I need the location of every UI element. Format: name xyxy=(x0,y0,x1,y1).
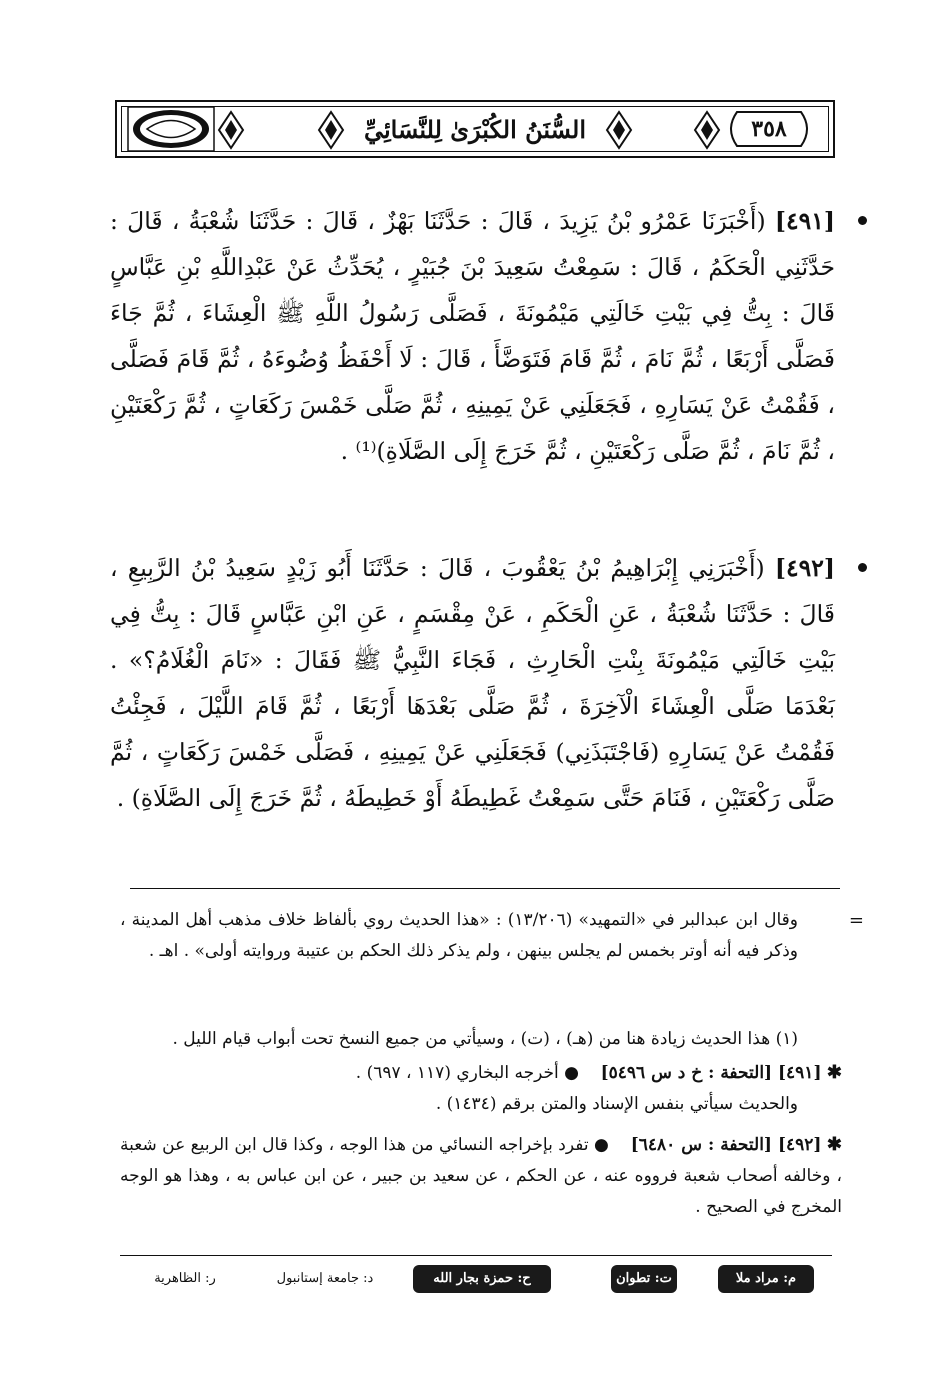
reference-tag: [٤٩٢] [التحفة : س ٦٤٨٠] xyxy=(630,1135,822,1155)
ornament-knot-icon xyxy=(693,108,721,152)
hadith-number: [٤٩١] xyxy=(774,207,835,235)
reference-text: ● تفرد بإخراجه النسائي من هذا الوجه ، وكذا قال ابن الربيع عن شعبة ، وخالفه أصحاب شعبة فرووه عنه ، عن الحكم ، عن سعيد بن جبير ، عن ابن عباس به ، وهذا هو الوجه المخرج في الصحيح . xyxy=(120,1135,842,1217)
reference-491 xyxy=(120,1057,842,1120)
footnote-divider xyxy=(130,888,840,889)
bullet-icon xyxy=(858,216,867,225)
continuation-mark: = xyxy=(848,910,864,931)
ornament-knot-icon xyxy=(317,108,345,152)
bottom-divider xyxy=(120,1255,832,1256)
hadith-491 xyxy=(110,198,845,474)
manuscript-t: ت: تطوان xyxy=(611,1265,677,1293)
footnote-1 xyxy=(120,1024,842,1055)
ornament-knot-icon xyxy=(217,108,245,152)
ornament-knot-icon xyxy=(605,108,633,152)
reference-tag: [٤٩١] [التحفة : خ د س ٥٤٩٦] xyxy=(600,1063,822,1083)
manuscript-r: ر: الظاهرية xyxy=(154,1271,216,1286)
asterisk-icon: ✱ xyxy=(826,1134,842,1155)
hadith-text: (أَخْبَرَنِي إِبْرَاهِيمُ بْنُ يَعْقُوبَ ، قَالَ : حَدَّثَنَا أَبُو زَيْدٍ سَعِيدُ بْنُ الرَّبِيعِ ، قَالَ : حَدَّثَنَا شُعْبَةُ ، عَنِ الْحَكَمِ ، عَنْ مِقْسَمٍ ، عَنِ ابْنِ عَبَّاسٍ قَالَ : بِتُّ فِي بَيْتِ خَالَتِي مَيْمُونَةَ بِنْتِ الْحَارِثِ ، فَجَاءَ النَّبِيُّ ﷺ فَقَالَ : «نَامَ الْغُلَامُ؟» . بَعْدَمَا صَلَّى الْعِشَاءَ الْآخِرَةَ ، ثُمَّ صَلَّى بَعْدَهَا أَرْبَعًا ، ثُمَّ قَامَ اللَّيْلَ ، فَجِئْتُ فَقُمْتُ عَنْ يَسَارِهِ (فَاجْتَبَذَنِي) فَجَعَلَنِي عَنْ يَمِينِهِ ، فَصَلَّى خَمْسَ رَكَعَاتٍ ، ثُمَّ صَلَّى رَكْعَتَيْنِ ، فَنَامَ حَتَّى سَمِعْتُ غَطِيطَهُ أَوْ خَطِيطَهُ ، ثُمَّ خَرَجَ إِلَى الصَّلَاةِ) . xyxy=(110,554,835,812)
footnote-text: (١) هذا الحديث زيادة هنا من (هـ) ، (ت) ، وسيأتي من جميع النسخ تحت أبواب قيام الليل . xyxy=(172,1029,798,1049)
manuscript-h: ح: حمزة بجار الله xyxy=(413,1265,551,1293)
manuscript-d: د: جامعة إستانبول xyxy=(276,1271,374,1286)
book-title: السُّنَنُ الكُبْرَىٰ لِلنَّسَائِيِّ xyxy=(363,115,587,144)
manuscript-m: م: مراد ملا xyxy=(718,1265,814,1293)
page-header xyxy=(115,100,835,158)
hadith-492 xyxy=(110,545,845,821)
asterisk-icon: ✱ xyxy=(826,1062,842,1083)
footnote-continuation xyxy=(120,905,864,967)
hadith-number: [٤٩٢] xyxy=(774,554,835,582)
footnote-text: وقال ابن عبدالبر في «التمهيد» (١٣/٢٠٦) : «هذا الحديث روي بألفاظ خلاف مذهب أهل المدينة ، وذكر فيه أنه أوتر بخمس لم يجلس بينهن ، ولم يذكر ذلك الحكم بن عتيبة وروايته أولى» . اهـ . xyxy=(120,910,799,961)
reference-492 xyxy=(120,1129,842,1223)
hadith-text: (أَخْبَرَنَا عَمْرُو بْنُ يَزِيدَ ، قَالَ : حَدَّثَنَا بَهْزٌ ، قَالَ : حَدَّثَنَا شُعْبَةُ ، قَالَ : حَدَّثَنِي الْحَكَمُ ، قَالَ : سَمِعْتُ سَعِيدَ بْنَ جُبَيْرٍ ، يُحَدِّثُ عَنْ عَبْدِاللَّهِ بْنِ عَبَّاسٍ قَالَ : بِتُّ فِي بَيْتِ خَالَتِي مَيْمُونَةَ ، فَصَلَّى رَسُولُ اللَّهِ ﷺ الْعِشَاءَ ، ثُمَّ جَاءَ فَصَلَّى أَرْبَعًا ، ثُمَّ نَامَ ، ثُمَّ قَامَ فَتَوَضَّأَ ، قَالَ : لَا أَحْفَظُ وُضُوءَهُ ، ثُمَّ قَامَ فَصَلَّى ، فَقُمْتُ عَنْ يَسَارِهِ ، فَجَعَلَنِي عَنْ يَمِينِهِ ، ثُمَّ صَلَّى خَمْسَ رَكَعَاتٍ ، ثُمَّ رَكْعَتَيْنِ ، ثُمَّ نَامَ ، ثُمَّ صَلَّى رَكْعَتَيْنِ ، ثُمَّ خَرَجَ إِلَى الصَّلَاةِ)⁽¹⁾ . xyxy=(110,207,835,465)
page-number: ٣٥٨ xyxy=(751,116,787,142)
book-seal-icon xyxy=(127,106,215,152)
reference-text: والحديث سيأتي بنفس الإسناد والمتن برقم (١٤٣٤) . xyxy=(435,1094,798,1114)
bullet-icon xyxy=(858,563,867,572)
reference-text: ● أخرجه البخاري (١١٧ ، ٦٩٧) . xyxy=(355,1063,579,1083)
